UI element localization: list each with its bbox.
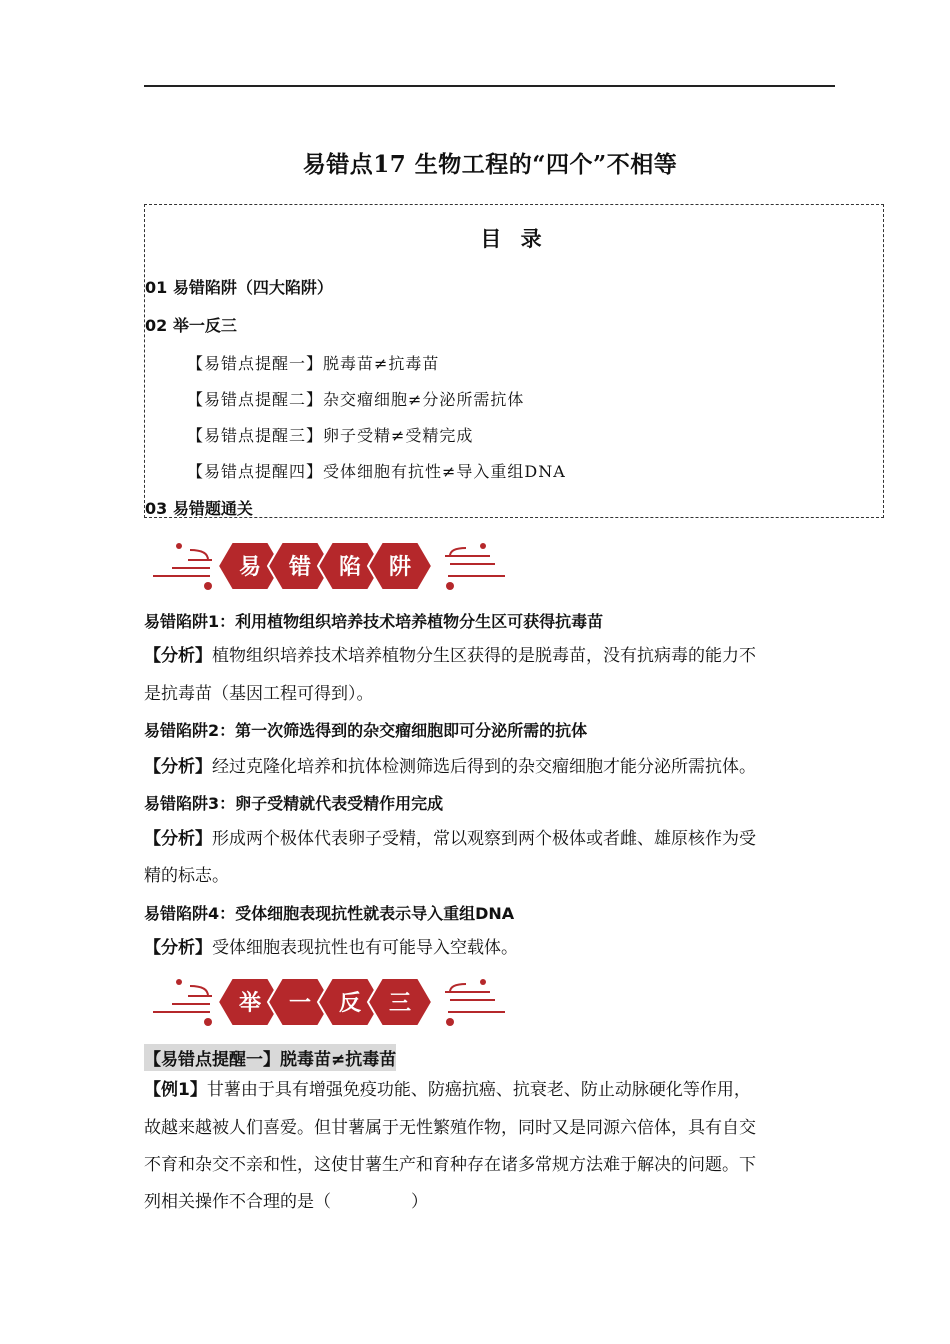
toc-item-1[interactable]: 【易错点提醒一】脱毒苗≠抗毒苗 (187, 354, 440, 373)
hex-1-char: 易 (238, 555, 262, 580)
example-label: 【例1】 (144, 1080, 207, 1100)
banner-right-ornament (445, 979, 505, 1012)
analysis-label: 【分析】 (144, 829, 212, 849)
toc-section-3[interactable]: 03 易错题通关 (145, 499, 253, 518)
analysis-label: 【分析】 (144, 646, 212, 666)
example-1-line-3: 不育和杂交不亲和性，这使甘薯生产和育种存在诸多常规方法难于解决的问题。下 (144, 1155, 756, 1175)
analysis-text: 经过克隆化培养和抗体检测筛选后得到的杂交瘤细胞才能分泌所需抗体。 (212, 757, 756, 777)
example-text: 甘薯由于具有增强免疫功能、防癌抗癌、抗衰老、防止动脉硬化等作用， (206, 1080, 751, 1100)
tip-1-heading: 【易错点提醒一】脱毒苗≠抗毒苗 (144, 1044, 396, 1071)
toc-item-2[interactable]: 【易错点提醒二】杂交瘤细胞≠分泌所需抗体 (187, 390, 525, 409)
toc-heading: 目 录 (480, 227, 548, 251)
banner-examples (150, 972, 510, 1032)
trap-1-heading: 易错陷阱1：利用植物组织培养技术培养植物分生区可获得抗毒苗 (144, 612, 604, 631)
document-title: 易错点17 生物工程的“四个”不相等 (302, 151, 678, 178)
toc-section-2[interactable]: 02 举一反三 (145, 316, 237, 335)
trap-2-analysis-line-1 (144, 757, 756, 777)
analysis-label: 【分析】 (144, 757, 212, 777)
trap-3-heading: 易错陷阱3：卵子受精就代表受精作用完成 (144, 794, 444, 813)
example-1-line-1 (144, 1080, 751, 1100)
hex-4-char: 三 (388, 991, 412, 1016)
banner-left-ornament (153, 543, 212, 576)
trap-1-analysis-line-1 (144, 646, 756, 666)
trap-3-analysis-line-1 (144, 829, 756, 849)
toc-section-1[interactable]: 01 易错陷阱（四大陷阱） (145, 278, 333, 297)
banner-left-ornament (153, 979, 212, 1012)
banner-dot-left (204, 1018, 212, 1026)
hex-4-char: 阱 (388, 555, 412, 580)
banner-right-ornament (445, 543, 505, 576)
trap-3-analysis-line-2: 精的标志。 (144, 866, 229, 886)
analysis-text: 受体细胞表现抗性也有可能导入空载体。 (212, 938, 518, 958)
table-of-contents (144, 204, 884, 518)
trap-4-analysis-line-1 (144, 938, 518, 958)
trap-2-heading: 易错陷阱2：第一次筛选得到的杂交瘤细胞即可分泌所需的抗体 (144, 721, 588, 740)
toc-item-4[interactable]: 【易错点提醒四】受体细胞有抗性≠导入重组DNA (187, 462, 566, 481)
banner-traps (150, 536, 510, 596)
example-text: 列相关操作不合理的是（ (144, 1192, 331, 1212)
example-1-line-2: 故越来越被人们喜爱。但甘薯属于无性繁殖作物，同时又是同源六倍体，具有自交 (144, 1118, 756, 1138)
hex-1-char: 举 (238, 991, 262, 1016)
trap-4-heading: 易错陷阱4：受体细胞表现抗性就表示导入重组DNA (144, 904, 515, 923)
header-rule (144, 85, 835, 87)
hex-3-char: 反 (338, 991, 362, 1016)
example-close-paren: ） (411, 1192, 428, 1212)
hex-2-char: 错 (288, 555, 312, 580)
hex-3-char: 陷 (338, 555, 362, 580)
analysis-text: 植物组织培养技术培养植物分生区获得的是脱毒苗，没有抗病毒的能力不 (212, 646, 756, 666)
example-1-line-4 (144, 1192, 428, 1212)
banner-dot-right (446, 582, 454, 590)
hex-2-char: 一 (288, 991, 312, 1016)
trap-1-analysis-line-2: 是抗毒苗（基因工程可得到）。 (144, 684, 374, 704)
analysis-label: 【分析】 (144, 938, 212, 958)
analysis-text: 形成两个极体代表卵子受精，常以观察到两个极体或者雌、雄原核作为受 (212, 829, 756, 849)
banner-dot-right (446, 1018, 454, 1026)
toc-item-3[interactable]: 【易错点提醒三】卵子受精≠受精完成 (187, 426, 474, 445)
banner-dot-left (204, 582, 212, 590)
